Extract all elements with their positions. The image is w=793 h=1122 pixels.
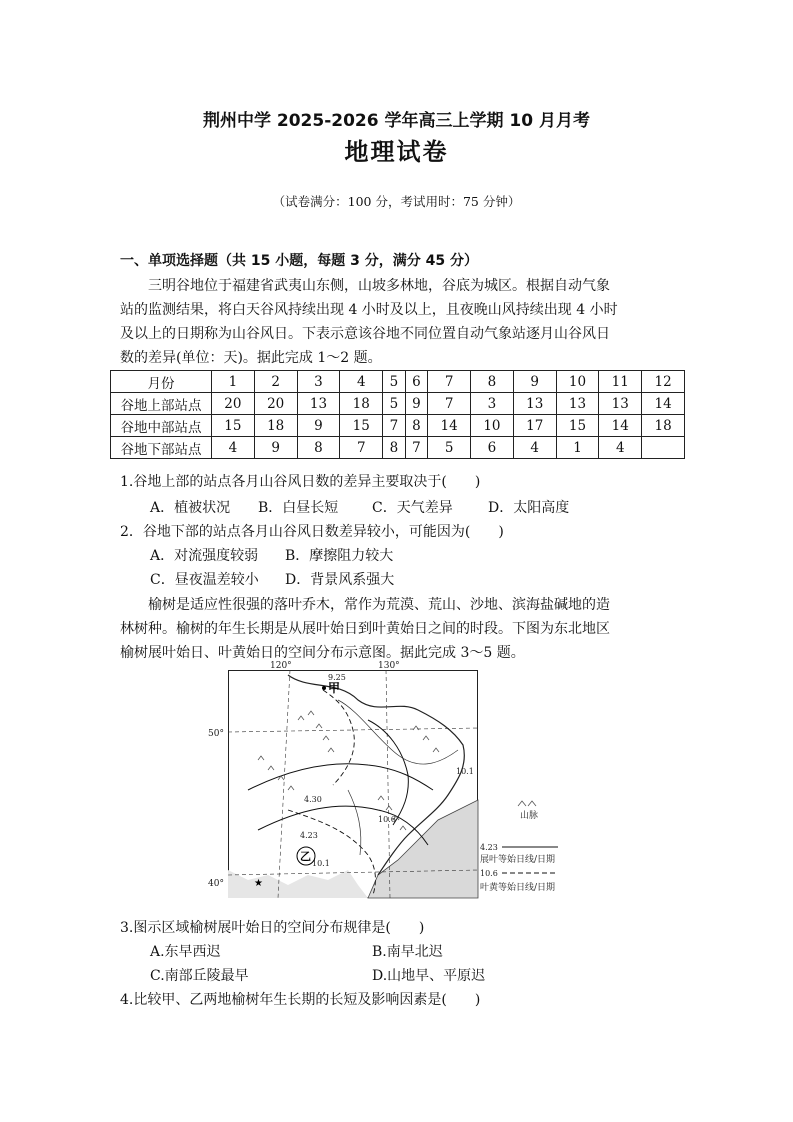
table-header-cell: 8 bbox=[471, 371, 514, 393]
table-header-cell: 4 bbox=[340, 371, 383, 393]
table-cell: 17 bbox=[513, 415, 556, 437]
table-header-cell: 5 bbox=[383, 371, 406, 393]
table-cell: 8 bbox=[383, 437, 406, 459]
table-cell: 7 bbox=[383, 415, 406, 437]
table-cell: 7 bbox=[340, 437, 383, 459]
table-cell: 14 bbox=[599, 415, 642, 437]
table-cell: 8 bbox=[297, 437, 340, 459]
table-header-cell: 6 bbox=[405, 371, 428, 393]
legend-leaf-value: 4.23 bbox=[480, 843, 498, 852]
table-cell: 13 bbox=[556, 393, 599, 415]
wind-days-table bbox=[110, 370, 685, 459]
question-1-stem: 1.谷地上部的站点各月山谷风日数的差异主要取决于( ) bbox=[120, 474, 481, 490]
q2-option-a: A．对流强度较弱 bbox=[150, 548, 259, 564]
table-cell: 15 bbox=[340, 415, 383, 437]
isoline-label: 10.1 bbox=[312, 859, 330, 868]
table-cell: 9 bbox=[297, 415, 340, 437]
table-cell: 6 bbox=[471, 437, 514, 459]
table-cell: 4 bbox=[212, 437, 255, 459]
table-cell: 4 bbox=[599, 437, 642, 459]
passage-2 bbox=[120, 593, 676, 665]
legend-yellow-value: 10.6 bbox=[480, 869, 498, 878]
q3-option-d: D.山地早、平原迟 bbox=[372, 968, 486, 984]
q1-option-b: B．白昼长短 bbox=[258, 500, 339, 516]
section-heading: 一、单项选择题（共 15 小题，每题 3 分，满分 45 分） bbox=[120, 253, 478, 269]
table-cell: 13 bbox=[513, 393, 556, 415]
isoline-label: 10.1 bbox=[456, 767, 474, 776]
table-row bbox=[111, 393, 685, 415]
legend-yellow-text: 叶黄等始日线/日期 bbox=[480, 883, 556, 893]
q3-option-c: C.南部丘陵最早 bbox=[150, 968, 249, 984]
passage-1-line: 数的差异(单位：天)。据此完成 1～2 题。 bbox=[120, 350, 382, 366]
lon-label-right: 130° bbox=[378, 661, 400, 671]
table-cell: 5 bbox=[383, 393, 406, 415]
table-header-cell: 月份 bbox=[111, 371, 212, 393]
table-cell: 13 bbox=[599, 393, 642, 415]
exam-info: （试卷满分：100 分，考试用时：75 分钟） bbox=[272, 194, 521, 209]
table-cell: 14 bbox=[642, 393, 685, 415]
map-legend bbox=[478, 798, 590, 898]
table-header-row bbox=[111, 371, 685, 393]
table-cell: 20 bbox=[212, 393, 255, 415]
table-cell: 18 bbox=[642, 415, 685, 437]
elm-phenology-map bbox=[208, 661, 478, 898]
passage-2-line: 榆树是适应性很强的落叶乔木，常作为荒漠、荒山、沙地、滨海盐碱地的造 bbox=[148, 597, 610, 613]
q2-option-d: D．背景风系强大 bbox=[285, 572, 395, 588]
table-cell: 1 bbox=[556, 437, 599, 459]
table-row bbox=[111, 437, 685, 459]
table-row-label: 谷地下部站点 bbox=[111, 437, 212, 459]
table-header-cell: 2 bbox=[254, 371, 297, 393]
table-header-cell: 1 bbox=[212, 371, 255, 393]
passage-1-line: 三明谷地位于福建省武夷山东侧，山坡多林地，谷底为城区。根据自动气象 bbox=[148, 278, 610, 294]
table-cell: 5 bbox=[428, 437, 471, 459]
table-header-cell: 11 bbox=[599, 371, 642, 393]
passage-2-line: 榆树展叶始日、叶黄始日的空间分布示意图。据此完成 3～5 题。 bbox=[120, 645, 525, 661]
table-cell: 14 bbox=[428, 415, 471, 437]
isoline-label: 4.23 bbox=[300, 831, 318, 840]
q1-option-c: C．天气差异 bbox=[372, 500, 453, 516]
table-header-cell: 7 bbox=[428, 371, 471, 393]
table-cell: 9 bbox=[405, 393, 428, 415]
table-row bbox=[111, 415, 685, 437]
question-4-stem: 4.比较甲、乙两地榆树年生长期的长短及影响因素是( ) bbox=[120, 992, 481, 1008]
q3-option-a: A.东早西迟 bbox=[150, 944, 221, 960]
isoline-label: 4.30 bbox=[304, 795, 322, 804]
table-header-cell: 12 bbox=[642, 371, 685, 393]
passage-1-line: 站的监测结果，将白天谷风持续出现 4 小时及以上，且夜晚山风持续出现 4 小时 bbox=[120, 302, 618, 318]
subject-title: 地理试卷 bbox=[344, 138, 449, 166]
table-cell: 9 bbox=[254, 437, 297, 459]
table-cell: 3 bbox=[471, 393, 514, 415]
table-cell bbox=[642, 437, 685, 459]
q1-option-a: A．植被状况 bbox=[150, 500, 231, 516]
mountain-icon bbox=[518, 801, 536, 806]
star-icon: ★ bbox=[254, 878, 263, 889]
table-row-label: 谷地中部站点 bbox=[111, 415, 212, 437]
passage-2-line: 林树种。榆树的年生长期是从展叶始日到叶黄始日之间的时段。下图为东北地区 bbox=[120, 621, 610, 637]
table-cell: 7 bbox=[428, 393, 471, 415]
q2-option-b: B．摩擦阻力较大 bbox=[285, 548, 394, 564]
table-cell: 20 bbox=[254, 393, 297, 415]
table-cell: 8 bbox=[405, 415, 428, 437]
passage-1-line: 及以上的日期称为山谷风日。下表示意该谷地不同位置自动气象站逐月山谷风日 bbox=[120, 326, 610, 342]
q2-option-c: C．昼夜温差较小 bbox=[150, 572, 259, 588]
table-header-cell: 9 bbox=[513, 371, 556, 393]
table-header-cell: 10 bbox=[556, 371, 599, 393]
point-yi-label: 乙 bbox=[300, 850, 311, 863]
lon-label-left: 120° bbox=[270, 661, 292, 671]
table-cell: 18 bbox=[340, 393, 383, 415]
table-cell: 13 bbox=[297, 393, 340, 415]
table-cell: 18 bbox=[254, 415, 297, 437]
q1-option-d: D．太阳高度 bbox=[488, 500, 570, 516]
question-3-stem: 3.图示区域榆树展叶始日的空间分布规律是( ) bbox=[120, 920, 425, 936]
exam-title: 荆州中学 2025-2026 学年高三上学期 10 月月考 bbox=[202, 111, 590, 131]
legend-leaf-text: 展叶等始日线/日期 bbox=[480, 855, 556, 865]
table-row-label: 谷地上部站点 bbox=[111, 393, 212, 415]
table-cell: 4 bbox=[513, 437, 556, 459]
table-cell: 10 bbox=[471, 415, 514, 437]
lat-label-top: 50° bbox=[208, 729, 224, 739]
table-cell: 15 bbox=[212, 415, 255, 437]
lat-label-bottom: 40° bbox=[208, 879, 224, 889]
table-header-cell: 3 bbox=[297, 371, 340, 393]
table-cell: 7 bbox=[405, 437, 428, 459]
point-jia-marker bbox=[322, 686, 326, 690]
isoline-label: 9.25 bbox=[328, 673, 346, 682]
passage-1 bbox=[120, 274, 676, 370]
table-cell: 15 bbox=[556, 415, 599, 437]
question-2-stem: 2．谷地下部的站点各月山谷风日数差异较小，可能因为( ) bbox=[120, 524, 504, 540]
point-jia-label: 甲 bbox=[328, 681, 341, 695]
legend-mountain: 山脉 bbox=[520, 811, 539, 821]
isoline-label: 10.6 bbox=[378, 815, 396, 824]
q3-option-b: B.南早北迟 bbox=[372, 944, 443, 960]
